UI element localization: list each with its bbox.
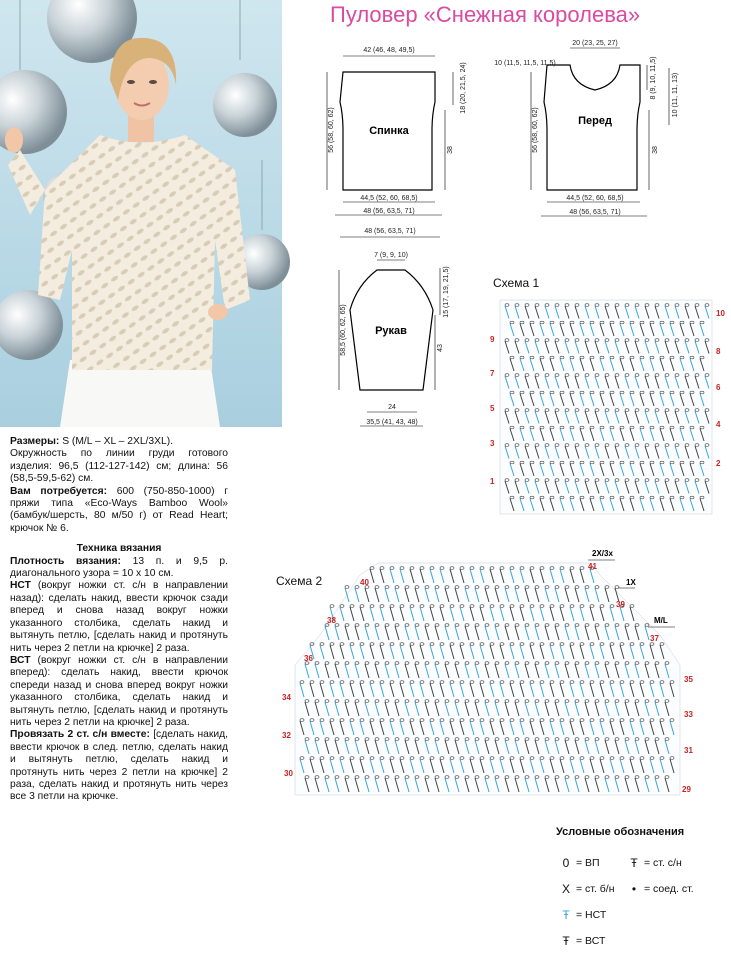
schema1-row-7: 7 — [490, 369, 495, 378]
pattern-text — [10, 436, 228, 804]
front-neck-width: 20 (23, 25, 27) — [572, 40, 618, 47]
sizes-details: Окружность по линии груди готового изделия: 96,5 (112-127-142) см; длина: 56 (58,5-59,5-62) см. — [10, 448, 228, 485]
nst-label: НСТ — [10, 580, 31, 592]
schema2-row-32: 32 — [282, 731, 291, 740]
front-length: 56 (58, 60, 62) — [532, 107, 539, 153]
sleeve-length: 58,5 (60, 62, 65) — [340, 304, 347, 356]
schema2-row-30: 30 — [284, 769, 293, 778]
need-label: Вам потребуется: — [10, 485, 108, 497]
tog-value: [сделать накид, ввести крючок в след. петлю, сделать накид и вытянуть петлю, сделать накид и протянуть нить через 2 петли на крючке] 2 раза, сделать накид и протянуть нить через все 3 петли на крючке. — [10, 729, 228, 803]
schema2-row-35: 35 — [684, 675, 693, 684]
schema1-row-3: 3 — [490, 439, 495, 448]
vst-label: ВСТ — [10, 654, 31, 666]
legend-title: Условные обозначения — [556, 826, 685, 838]
back-post-dc-icon: Ŧ — [562, 908, 570, 922]
schema1-row-9: 9 — [490, 335, 495, 344]
front-side: 38 — [652, 146, 659, 154]
size-ml-label: M/L — [654, 616, 668, 625]
page-title: Пуловер «Снежная королева» — [330, 2, 641, 27]
back-side: 38 — [447, 146, 454, 154]
sleeve-label: Рукав — [375, 325, 407, 337]
back-label: Спинка — [369, 125, 409, 137]
legend-item-slst: • = соед. ст. — [628, 882, 694, 896]
schema2-row-34: 34 — [282, 693, 291, 702]
back-full-width: 48 (56, 63,5, 71) — [363, 208, 415, 215]
schema2-row-31: 31 — [684, 746, 693, 755]
model-photo — [0, 0, 282, 427]
schema1-row-8: 8 — [716, 347, 721, 356]
sleeve-cap: 15 (17, 19, 21,5) — [443, 266, 450, 318]
schema1-row-2: 2 — [716, 459, 721, 468]
schema2-chart — [270, 545, 720, 800]
schema2-title: Схема 2 — [276, 574, 323, 588]
schema2-row-39: 39 — [616, 600, 625, 609]
front-armhole: 10 (11, 11, 13) — [672, 72, 679, 118]
front-full-width: 48 (56, 63,5, 71) — [569, 209, 621, 216]
schema2-row-36: 36 — [304, 654, 313, 663]
vst-value: (вокруг ножки ст. с/н в направлении вперед): сделать накид, ввести крючок спереди назад и снова вперед вокруг ножки указанного столбика, сделать накид и вытянуть петлю, [сделать накид и протянуть нить через 2 петли на крючке] 2 раза. — [10, 654, 228, 728]
back-schematic — [327, 47, 467, 215]
schema2-row-41: 41 — [588, 562, 597, 571]
front-neck-depth: 8 (9, 10, 11,5) — [650, 56, 657, 100]
front-post-dc-icon: Ŧ — [562, 934, 570, 948]
technique-title: Техника вязания — [76, 543, 162, 555]
single-crochet-icon: X — [561, 882, 570, 896]
front-label: Перед — [578, 115, 612, 127]
sizes-value: S (M/L – XL – 2XL/3XL). — [62, 436, 174, 447]
back-armhole: 18 (20, 21,5, 24) — [460, 62, 467, 114]
legend-item-nst: Ŧ = НСТ — [560, 908, 606, 922]
slip-stitch-icon: • — [631, 882, 637, 896]
schema1-row-5: 5 — [490, 404, 495, 413]
legend-item-dc: Ŧ = ст. с/н — [628, 856, 682, 870]
sizes-label: Размеры: — [10, 436, 60, 447]
sleeve-schematic — [339, 228, 450, 426]
schema2-row-40: 40 — [360, 578, 369, 587]
front-shoulder: 10 (11,5, 11,5, 11,5) — [494, 60, 556, 67]
chain-icon: 0 — [562, 856, 570, 870]
legend — [556, 826, 726, 956]
gauge-value: 13 п. и 9,5 р. диагонального узора = 10 х 10 см. — [10, 555, 228, 580]
back-bottom-width: 44,5 (52, 60, 68,5) — [360, 195, 418, 202]
front-schematic — [494, 40, 679, 216]
sleeve-bottom-full: 48 (56, 63,5, 71) — [364, 228, 416, 235]
size-2x3x-label: 2Х/3х — [592, 549, 613, 558]
model-photo-illustration — [0, 0, 282, 427]
schema1-row-4: 4 — [716, 420, 721, 429]
sleeve-cuff: 24 — [388, 404, 396, 411]
schema1-title: Схема 1 — [493, 276, 540, 290]
need-value: 600 (750-850-1000) г пряжи типа «Eco-Ways Bamboo Wool» (бамбук/шерсть, 80 м/50 г) от Read Heart; крючок № 6. — [10, 485, 228, 534]
legend-item-vst: Ŧ = ВСТ — [560, 934, 605, 948]
sleeve-bottom: 35,5 (41, 43, 48) — [366, 419, 418, 426]
nst-value: (вокруг ножки ст. с/н в направлении назад): сделать накид, ввести крючок сзади вперед и снова назад вокруг ножки указанного столбика, сделать накид и вытянуть петлю, [сделать накид и протянуть нить через 2 петли на крючке] 2 раза. — [10, 580, 228, 654]
schema2-row-37: 37 — [650, 634, 659, 643]
schema2-row-29: 29 — [682, 785, 691, 794]
tog-label: Провязать 2 ст. с/н вместе: — [10, 729, 150, 741]
gauge-label: Плотность вязания: — [10, 555, 121, 567]
back-length: 56 (58, 60, 62) — [328, 107, 335, 153]
sleeve-seam: 43 — [437, 344, 444, 352]
schema2-row-33: 33 — [684, 710, 693, 719]
schema1-row-10: 10 — [716, 309, 725, 318]
garment-schematics — [305, 30, 725, 486]
back-top-width: 42 (46, 48, 49,5) — [363, 47, 415, 54]
sleeve-top: 7 (9, 9, 10) — [374, 252, 408, 259]
size-1x-label: 1Х — [626, 578, 636, 587]
legend-item-vp: 0 = ВП — [560, 856, 600, 870]
schema2-row-38: 38 — [327, 616, 336, 625]
schema1-row-6: 6 — [716, 383, 721, 392]
schema1-row-1: 1 — [490, 477, 495, 486]
double-crochet-icon: Ŧ — [630, 856, 638, 870]
front-bottom-width: 44,5 (52, 60, 68,5) — [566, 195, 624, 202]
legend-item-sc: X = ст. б/н — [561, 882, 615, 896]
schema1-chart — [490, 300, 725, 514]
